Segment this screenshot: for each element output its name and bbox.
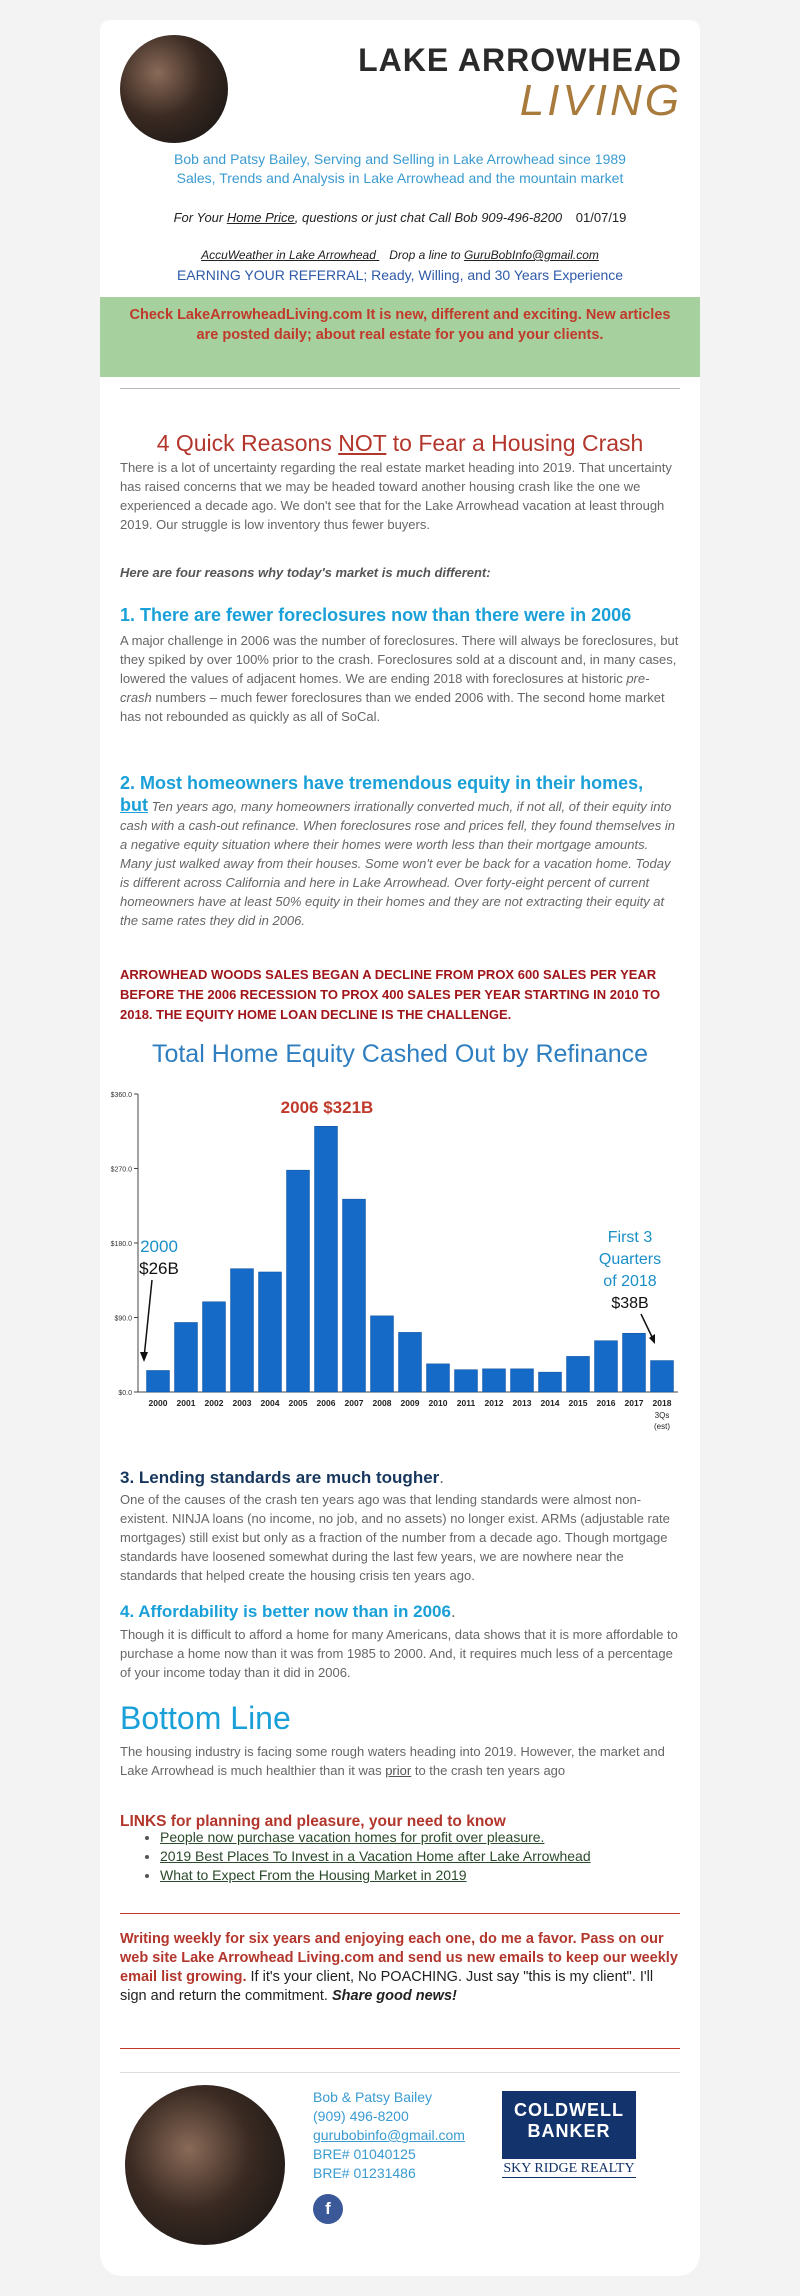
peak-annotation: 2006 $321B [280,1098,374,1117]
bar [651,1361,674,1392]
bar [567,1356,590,1392]
start-arrow-head [140,1352,148,1362]
bar [287,1170,310,1392]
link-best-places[interactable]: 2019 Best Places To Invest in a Vacation Home after Lake Arrowhead [160,1848,591,1864]
reason-3-dot: . [439,1468,445,1487]
reason-4-title: 4. Affordability is better now than in 2006 [120,1602,451,1621]
header-card [100,20,700,400]
bottom-line-text [120,1742,680,1780]
divider [120,2048,680,2049]
reason-2-text [120,796,680,930]
logo-living: LIVING [519,76,682,125]
list-item [160,1847,591,1866]
bar [427,1364,450,1392]
x-tick-label: 2002 [204,1398,224,1408]
lead-line: Here are four reasons why today's market is much different: [120,565,491,580]
reason-1-b: pre-crash [120,671,650,705]
list-item [160,1866,591,1885]
footer-phone: (909) 496-8200 [313,2108,409,2124]
contact-pre: For Your [173,210,227,225]
reason-4-dot: . [450,1602,456,1621]
brand-line-1: COLDWELL [514,2100,624,2120]
end-annotation-2: Quarters [598,1251,662,1268]
bar [343,1199,366,1392]
avatar [120,35,228,143]
reason-3-text: One of the causes of the crash ten years ago was that lending standards were almost non-existent. NINJA loans (no income, no job, and no assets) no longer exist. ARMs (adjustable rate mortgages) still exist but only as a fraction of the number from a decade ago. Though mortgage standards have loosened somewhat during the last few years, we are nowhere near the standards that helped create the housing crisis ten years ago. [120,1492,670,1583]
referral-line: EARNING YOUR REFERRAL; Ready, Willing, and 30 Years Experience [176,267,624,283]
x-tick-label: 2014 [540,1398,560,1408]
reason-1-a: A major challenge in 2006 was the number of foreclosures. There will always be foreclosures, but they spiked by over 100% prior to the crash. Foreclosures sold at a discount and, in many cases, lowered the values of adjacent homes. We are ending 2018 with foreclosures at historic [120,633,679,686]
promo-text: Check LakeArrowheadLiving.com It is new, different and exciting. New articles are posted daily; about real estate for you and your clients. [129,307,671,343]
reason-1-heading: 1. There are fewer foreclosures now than there were in 2006 [120,605,632,625]
brand-sub: SKY RIDGE REALTY [503,2161,635,2176]
closing-text [120,1930,680,2006]
x-tick-label: 2007 [344,1398,364,1408]
bar [259,1272,282,1392]
reason-2-heading: 2. Most homeowners have tremendous equity in their homes, [120,773,644,793]
footer-bre-2: BRE# 01231486 [313,2165,416,2181]
end-annotation-4: $38B [611,1295,649,1312]
y-tick-label: $360.0 [110,1092,132,1099]
bar [623,1333,646,1392]
footer-name: Bob & Patsy Bailey [313,2089,433,2105]
coldwell-banker-logo [502,2091,636,2159]
equity-chart [100,1028,700,1448]
issue-date: 01/07/19 [575,210,627,225]
bar [231,1269,254,1392]
bar [315,1126,338,1392]
divider [120,1913,680,1914]
bar [399,1332,422,1392]
bottom-b: to the crash ten years ago [411,1763,566,1778]
x-tick-label: 2012 [484,1398,504,1408]
reason-4-text: Though it is difficult to afford a home for many Americans, data shows that it is more affordable to purchase a home now than it was from 1985 to 2000. And, it requires much less of a percentage of your income today than it did in 2006. [120,1627,678,1680]
x-tick-label: 2001 [176,1398,196,1408]
x-tick-note: (est) [654,1422,670,1431]
brand-line-2: BANKER [527,2121,611,2141]
email-link[interactable]: GuruBobInfo@gmail.com [463,248,599,262]
promo-banner [100,297,700,377]
y-tick-label: $90.0 [114,1315,132,1323]
y-tick-label: $180.0 [110,1241,132,1248]
bar [371,1316,394,1392]
prior-link[interactable]: prior [385,1763,412,1778]
list-item [160,1828,591,1847]
facebook-letter: f [325,2199,331,2218]
closing-bold: Share good news! [331,1988,457,2004]
bar [483,1369,506,1392]
intro-paragraph: There is a lot of uncertainty regarding the real estate market heading into 2019. That uncertainty has raised concerns that we may be headed toward another housing crash like the one we experienced a decade ago. We don't see that for the Lake Arrowhead vacation at least through 2019. Our struggle is low inventory thus fewer buyers. [120,460,672,532]
home-price-link[interactable]: Home Price [226,210,295,225]
end-annotation-1: First 3 [607,1229,653,1246]
title-not: NOT [338,430,387,456]
start-arrow [144,1280,152,1358]
title-post: to Fear a Housing Crash [386,430,644,456]
divider [120,2072,680,2073]
bar [175,1322,198,1392]
bar [511,1369,534,1392]
footer-email[interactable]: gurubobinfo@gmail.com [313,2127,465,2143]
x-tick-label: 2017 [624,1398,644,1408]
link-vacation-homes[interactable]: People now purchase vacation homes for profit over pleasure. [160,1829,545,1845]
reason-2-but: but [120,795,148,815]
x-tick-label: 2008 [372,1398,392,1408]
sales-alert: ARROWHEAD WOODS SALES BEGAN A DECLINE FROM PROX 600 SALES PER YEAR BEFORE THE 2006 RECESSION TO PROX 400 SALES PER YEAR STARTING IN 2010 TO 2018. THE EQUITY HOME LOAN DECLINE IS THE CHALLENGE. [120,967,661,1022]
x-tick-note: 3Qs [654,1411,670,1420]
drop-line: Drop a line to [389,248,464,262]
x-tick-label: 2003 [232,1398,252,1408]
reason-4-heading [120,1602,690,1622]
y-tick-label: $270.0 [110,1166,132,1174]
x-tick-label: 2000 [148,1398,168,1408]
bar [203,1302,226,1392]
start-annotation-2: $26B [139,1259,179,1278]
tagline-2: Sales, Trends and Analysis in Lake Arrowhead and the mountain market [176,170,624,186]
reason-3-heading [120,1468,690,1488]
start-annotation-1: 2000 [140,1237,178,1256]
x-tick-label: 2013 [512,1398,532,1408]
x-tick-label: 2018 [652,1398,672,1408]
links-list [120,1828,591,1885]
contact-line [100,210,700,225]
end-annotation-3: of 2018 [603,1273,657,1290]
contact-post: , questions or just chat Call Bob 909-496-8200 [294,210,563,225]
logo-lake-arrowhead: LAKE ARROWHEAD [358,42,682,78]
bar [147,1370,170,1392]
x-tick-label: 2005 [288,1398,308,1408]
bar [455,1370,478,1392]
bar [539,1372,562,1392]
title-pre: 4 Quick Reasons [156,430,339,456]
closing-red: Writing weekly for six years and enjoying each one, do me a favor. Pass on our web site Lake Arrowhead Living.com and send us new emails to keep our weekly email list growing. [120,1931,678,1985]
x-tick-label: 2010 [428,1398,448,1408]
x-tick-label: 2015 [568,1398,588,1408]
reason-1-c: numbers – much fewer foreclosures than we ended 2006 with. The second home market has not rebounded as quickly as all of SoCal. [120,690,665,724]
x-tick-label: 2016 [596,1398,616,1408]
x-tick-label: 2006 [316,1398,336,1408]
x-tick-label: 2004 [260,1398,280,1408]
article-card [100,400,700,2276]
footer-bre-1: BRE# 01040125 [313,2146,416,2162]
accuweather-link[interactable]: AccuWeather in Lake Arrowhead [201,248,380,262]
chart-title: Total Home Equity Cashed Out by Refinance [151,1040,649,1068]
tagline-1: Bob and Patsy Bailey, Serving and Selling in Lake Arrowhead since 1989 [174,151,626,167]
article-title [100,430,700,457]
bottom-line-heading: Bottom Line [120,1700,291,1736]
reason-1-text [120,631,680,726]
links-heading: LINKS for planning and pleasure, your need to know [120,1813,506,1830]
facebook-icon[interactable] [313,2194,343,2224]
x-tick-label: 2011 [456,1398,476,1408]
footer-photo [125,2085,285,2245]
bar [595,1341,618,1392]
reason-3-title: 3. Lending standards are much tougher [120,1468,440,1487]
divider [120,388,680,389]
y-tick-label: $0.0 [118,1390,132,1397]
reason-2-body: Ten years ago, many homeowners irrationally converted much, if not all, of their equity into cash with a cash-out refinance. When foreclosures rose and prices fell, they found themselves in a negative equity situation where their homes were worth less than their mortgage amounts. Many just walked away from their houses. Some won't ever be back for a vacation home. Today is different across California and here in Lake Arrowhead. Over forty-eight percent of current homeowners have at least 50% equity in their homes and they are not extracting their equity at the same rates they did in 2006. [120,799,675,928]
bottom-a: The housing industry is facing some rough waters heading into 2019. However, the market and Lake Arrowhead is much healthier than it was [120,1744,665,1778]
link-housing-market[interactable]: What to Expect From the Housing Market in 2019 [160,1867,467,1883]
x-tick-label: 2009 [400,1398,420,1408]
closing-black: If it's your client, No POACHING. Just say "this is my client". I'll sign and return the commitment. [120,1969,654,2004]
weather-line [100,248,700,262]
equity-chart-svg [100,1028,700,1448]
